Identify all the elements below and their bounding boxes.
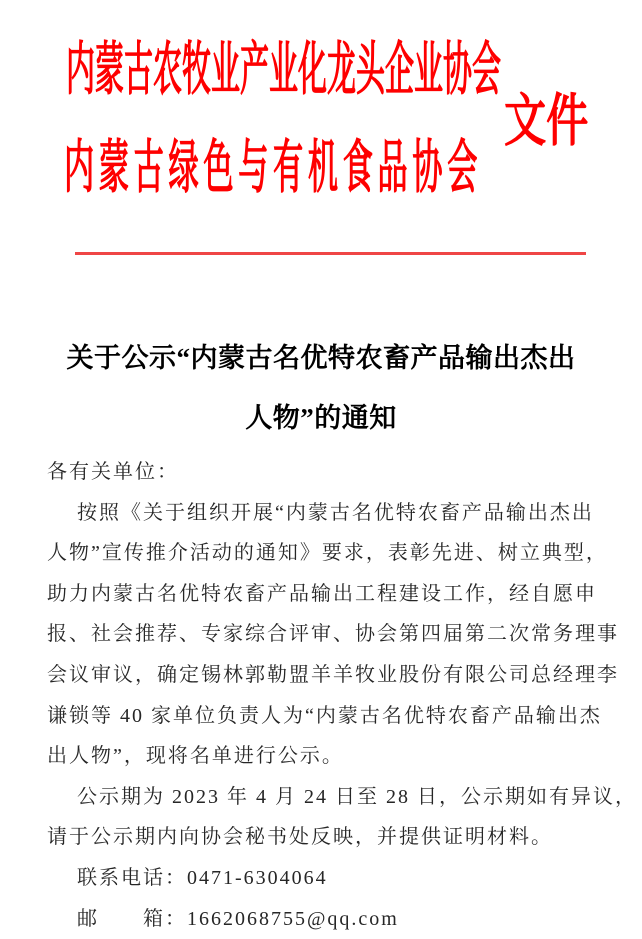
- body-line: 报、社会推荐、专家综合评审、协会第四届第二次常务理事: [47, 623, 619, 646]
- body-line: 助力内蒙古名优特农畜产品输出工程建设工作，经自愿申: [47, 582, 597, 605]
- salutation: 各有关单位：: [47, 461, 179, 483]
- body-line: 人物”宣传推介活动的通知》要求，表彰先进、树立典型，: [47, 542, 608, 565]
- body-line: 谦锁等 40 家单位负责人为“内蒙古名优特农畜产品输出杰: [47, 704, 602, 727]
- title-line-2: 人物”的通知: [245, 403, 397, 433]
- body-line: 按照《关于组织开展“内蒙古名优特农畜产品输出杰出: [77, 501, 594, 524]
- doc-type-label: 文件: [504, 90, 589, 153]
- org-name-line1: 内蒙古农牧业产业化龙头企业协会: [66, 37, 502, 102]
- org-name-line2: 内蒙古绿色与有机食品协会: [64, 135, 483, 200]
- body-line: 会议审议，确定锡林郭勒盟羊羊牧业股份有限公司总经理李: [47, 663, 619, 686]
- contact-email-line: 邮 箱：1662068755@qq.com: [77, 907, 399, 930]
- contact-phone-line: 联系电话：0471-6304064: [77, 866, 328, 889]
- document-title: [0, 328, 642, 448]
- document-body: [47, 452, 637, 939]
- title-line-1: 关于公示“内蒙古名优特农畜产品输出杰出: [66, 343, 576, 373]
- body-line: 出人物”，现将名单进行公示。: [47, 745, 344, 768]
- body-line: 请于公示期内向协会秘书处反映，并提供证明材料。: [47, 826, 553, 849]
- red-divider-line: [75, 252, 586, 255]
- body-line: 公示期为 2023 年 4 月 24 日至 28 日，公示期如有异议，: [77, 785, 637, 808]
